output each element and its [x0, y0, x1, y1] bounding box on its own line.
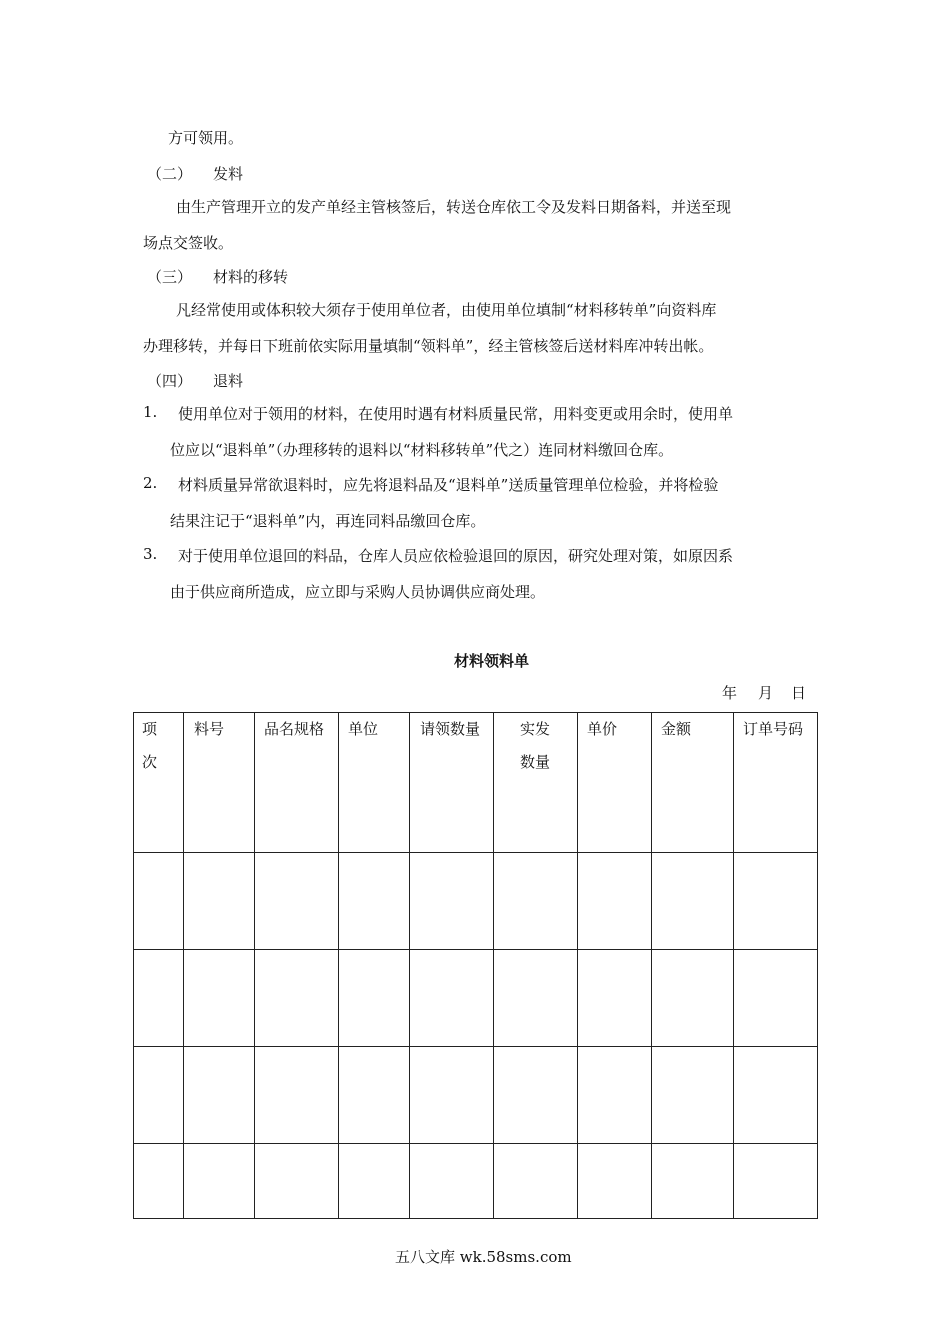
date-day-label: 日	[791, 684, 807, 702]
item-2-line-1: 材料质量异常欲退料时，应先将退料品及“退料单”送质量管理单位检验，并将检验	[178, 476, 719, 494]
header-unit: 单位	[339, 713, 410, 853]
table-header-row	[134, 713, 818, 853]
header-actual-qty	[494, 713, 578, 853]
header-order-no: 订单号码	[734, 713, 818, 853]
header-actual-qty-line-2: 数量	[520, 753, 551, 771]
table-row	[134, 853, 818, 950]
date-month-label: 月	[758, 684, 774, 702]
header-request-qty: 请领数量	[410, 713, 494, 853]
header-amount: 金额	[652, 713, 734, 853]
paragraph-3-line-2: 办理移转，并每日下班前依实际用量填制“领料单”，经主管核签后送材料库冲转出帐。	[143, 337, 714, 355]
section-2-number: （二）	[147, 165, 193, 183]
section-3-title: 材料的移转	[213, 268, 289, 286]
header-item-line-1: 项	[142, 720, 158, 738]
section-4-number: （四）	[147, 372, 193, 390]
header-name-spec: 品名规格	[255, 713, 339, 853]
item-2-line-2: 结果注记于“退料单”内，再连同料品缴回仓库。	[170, 512, 486, 530]
item-1-line-2: 位应以“退料单”（办理移转的退料以“材料移转单”代之）连同材料缴回仓库。	[170, 441, 674, 459]
item-1-line-1: 使用单位对于领用的材料，在使用时遇有材料质量民常，用料变更或用余时，使用单	[178, 405, 734, 423]
header-part-no: 料号	[184, 713, 255, 853]
section-2-title: 发料	[213, 165, 244, 183]
requisition-table	[133, 712, 818, 1219]
header-unit-price: 单价	[578, 713, 652, 853]
table-row	[134, 1047, 818, 1144]
header-item-line-2: 次	[142, 753, 158, 771]
table-row	[134, 1144, 818, 1219]
paragraph-2-line-1: 由生产管理开立的发产单经主管核签后，转送仓库依工令及发料日期备料，并送至现	[176, 198, 732, 216]
footer-text: 五八文库 wk.58sms.com	[395, 1248, 572, 1266]
item-3-line-2: 由于供应商所造成，应立即与采购人员协调供应商处理。	[170, 583, 546, 601]
paragraph-3-line-1: 凡经常使用或体积较大须存于使用单位者，由使用单位填制“材料移转单”向资料库	[176, 301, 717, 319]
section-3-number: （三）	[147, 268, 193, 286]
date-year-label: 年	[722, 684, 738, 702]
item-3-number: 3.	[143, 545, 158, 563]
item-3-line-1: 对于使用单位退回的料品，仓库人员应依检验退回的原因，研究处理对策，如原因系	[178, 547, 734, 565]
form-title: 材料领料单	[454, 652, 530, 670]
header-item	[134, 713, 184, 853]
section-4-title: 退料	[213, 372, 244, 390]
text-line: 方可领用。	[168, 129, 244, 147]
item-2-number: 2.	[143, 474, 158, 492]
header-actual-qty-line-1: 实发	[520, 720, 551, 738]
table-row	[134, 950, 818, 1047]
paragraph-2-line-2: 场点交签收。	[143, 234, 234, 252]
item-1-number: 1.	[143, 403, 158, 421]
